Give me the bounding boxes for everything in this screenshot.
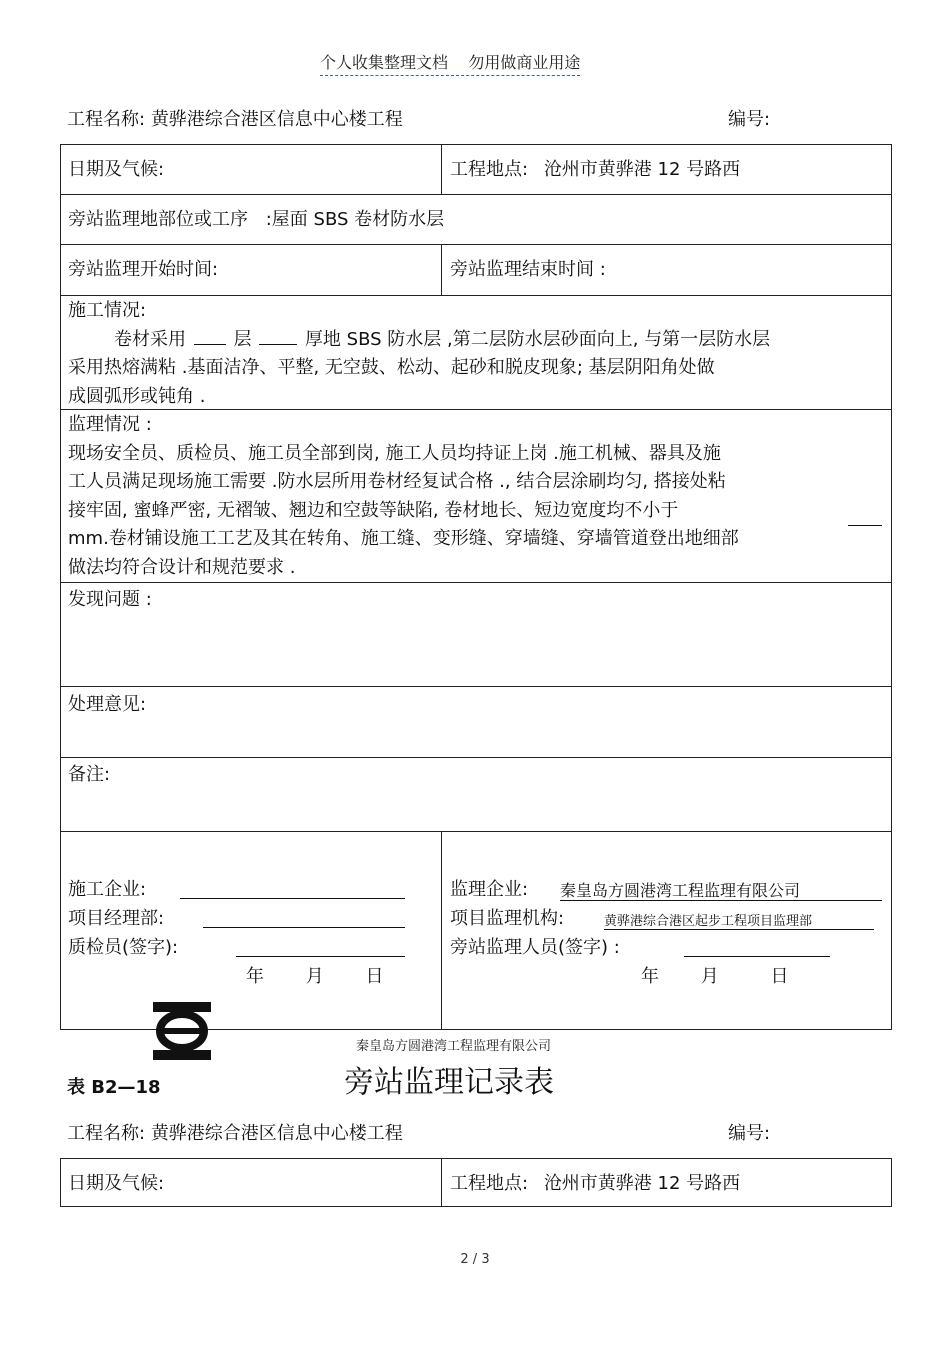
construction-line-3: 成圆弧形或钝角 . <box>68 385 206 407</box>
header-note: 个人收集整理文档 勿用做商业用途 <box>320 50 580 76</box>
supervision-company-value: 秦皇岛方圆港湾工程监理有限公司 <box>560 882 882 901</box>
date-weather-label: 日期及气候: <box>68 159 165 180</box>
row-divider <box>60 295 892 296</box>
construction-text: 厚地 SBS 防水层 ,第二层防水层砂面向上, 与第一层防水层 <box>304 328 771 350</box>
year-label: 年 <box>246 966 264 987</box>
supervision-text: 接牢固, 蜜蜂严密, 无褶皱、翘边和空鼓等缺陷, 卷材地长、短边宽度均不小于 <box>68 499 679 521</box>
right-date <box>641 967 788 987</box>
location-value: 沧州市黄骅港 12 号路西 <box>543 1173 741 1194</box>
supervision-title: 监理情况 : <box>68 414 152 435</box>
col-divider <box>441 1158 442 1207</box>
supervision-line: 做法均符合设计和规范要求 . <box>68 556 296 578</box>
start-time-label: 旁站监理开始时间: <box>68 259 219 280</box>
project-label: 工程名称: <box>67 1123 146 1144</box>
location-value: 沧州市黄骅港 12 号路西 <box>543 159 741 180</box>
row-divider <box>60 244 892 245</box>
company-logo-icon <box>153 1002 211 1060</box>
problems-label: 发现问题 : <box>68 589 152 610</box>
location-field <box>450 160 740 180</box>
row-divider <box>60 582 892 583</box>
project-label: 工程名称: <box>67 109 146 130</box>
inspector-label: 质检员(签字): <box>68 937 179 958</box>
construction-line-1 <box>68 326 770 355</box>
signature-line <box>236 938 405 957</box>
supervision-line: 现场安全员、质检员、施工员全部到岗, 施工人员均持证上岗 .施工机械、器具及施 <box>68 442 721 464</box>
construction-section <box>68 297 770 411</box>
location-label: 工程地点: <box>450 1173 529 1194</box>
construction-text: 层 <box>233 328 252 350</box>
row-divider <box>60 831 892 832</box>
row-divider <box>60 194 892 195</box>
project-name: 黄骅港综合港区信息中心楼工程 <box>150 109 403 130</box>
supervisor-person-label: 旁站监理人员(签字) : <box>450 937 620 958</box>
part-label: 旁站监理地部位或工序 <box>68 209 248 230</box>
form-title: 旁站监理记录表 <box>344 1065 554 1100</box>
month-label: 月 <box>700 966 719 987</box>
supervision-section <box>68 411 739 582</box>
part-value: :屋面 SBS 卷材防水层 <box>265 209 445 230</box>
signature-line <box>684 938 830 957</box>
supervision-part-field <box>68 210 444 230</box>
second-company-name: 秦皇岛方圆港湾工程监理有限公司 <box>356 1039 552 1054</box>
number-label: 编号: <box>728 109 771 130</box>
agency-label: 项目监理机构: <box>450 908 565 929</box>
col-divider <box>441 831 442 1030</box>
signature-line <box>203 909 405 928</box>
agency-value: 黄骅港综合港区起步工程项目监理部 <box>604 914 874 930</box>
form-code: 表 B2—18 <box>67 1077 161 1098</box>
location-label: 工程地点: <box>450 159 529 180</box>
col-divider <box>441 244 442 295</box>
end-time-label: 旁站监理结束时间 : <box>450 259 606 280</box>
day-label: 日 <box>770 966 789 987</box>
blank-underline <box>259 326 297 345</box>
construction-text: 卷材采用 <box>114 328 186 350</box>
project-name-line <box>67 110 403 130</box>
project-name: 黄骅港综合港区信息中心楼工程 <box>150 1123 403 1144</box>
second-location-field <box>450 1174 740 1194</box>
row-divider <box>60 757 892 758</box>
supervision-line: 工人员满足现场施工需要 .防水层所用卷材经复试合格 ., 结合层涂刷均匀, 搭接处粘 <box>68 471 726 492</box>
opinions-label: 处理意见: <box>68 694 147 715</box>
page-number: 2 / 3 <box>460 1252 490 1267</box>
second-project-line <box>67 1124 403 1144</box>
day-label: 日 <box>365 966 384 987</box>
signature-line <box>180 880 405 899</box>
blank-underline <box>194 326 226 345</box>
row-divider <box>60 686 892 687</box>
second-number-label: 编号: <box>728 1123 771 1144</box>
remarks-label: 备注: <box>68 764 111 785</box>
supervision-company-label: 监理企业: <box>450 879 529 900</box>
month-label: 月 <box>305 966 324 987</box>
second-date-weather: 日期及气候: <box>68 1173 165 1194</box>
blank-underline <box>848 507 882 526</box>
construction-line-2: 采用热熔满粘 .基面洁净、平整, 无空鼓、松动、起砂和脱皮现象; 基层阴阳角处做 <box>68 357 715 378</box>
year-label: 年 <box>641 966 659 987</box>
left-date <box>246 967 383 987</box>
pm-dept-label: 项目经理部: <box>68 908 165 929</box>
col-divider <box>441 144 442 194</box>
supervision-line <box>68 497 739 526</box>
construction-company-label: 施工企业: <box>68 879 147 900</box>
supervision-line: mm.卷材铺设施工工艺及其在转角、施工缝、变形缝、穿墙缝、穿墙管道登出地细部 <box>68 528 739 549</box>
construction-title: 施工情况: <box>68 300 147 321</box>
